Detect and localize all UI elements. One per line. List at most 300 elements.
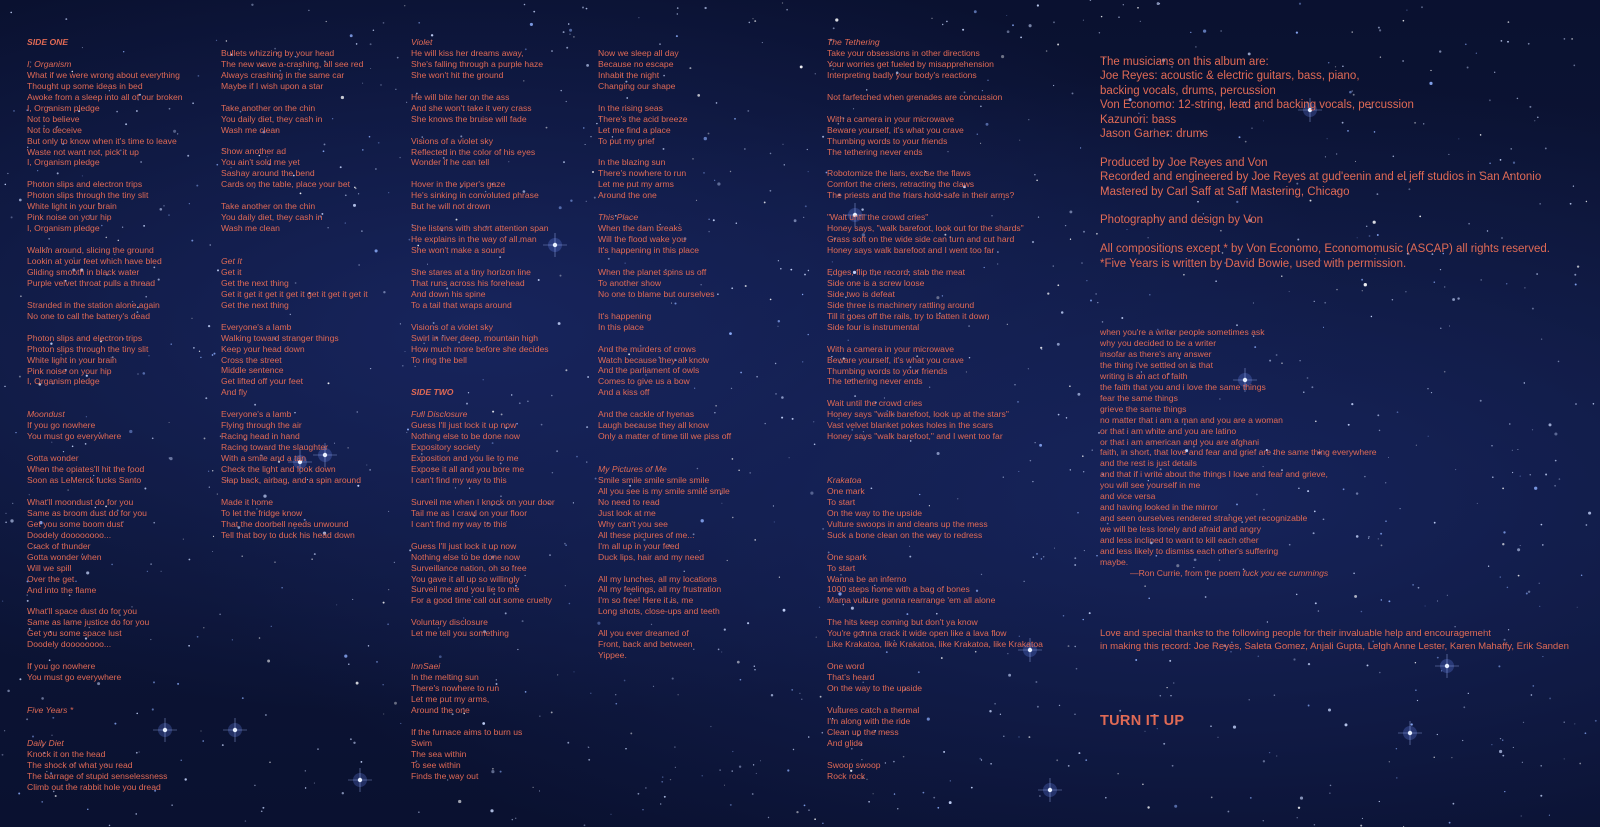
lyric-line (411, 639, 555, 650)
lyric-line: Surveil me and you lie to me (411, 584, 520, 595)
lyric-line: Vulture swoops in and cleans up the mess (827, 518, 988, 529)
song-title: Krakatoa (827, 474, 862, 485)
star (810, 492, 813, 495)
lyric-line: You're gonna crack it wide open like a lava flow (827, 628, 1007, 639)
star (736, 223, 737, 224)
lyric-line: Nothing else to be done now (411, 551, 520, 562)
star (1417, 700, 1418, 701)
star (756, 376, 758, 378)
star (1488, 566, 1489, 567)
lyric-line: Everyone's a lamb (221, 321, 292, 332)
lyric-line: Get you some space lust (27, 628, 122, 639)
star (675, 767, 676, 768)
star (1123, 4, 1124, 5)
lyric-line: Changing our shape (598, 80, 676, 91)
star (1314, 824, 1316, 826)
star (1396, 748, 1397, 749)
lyric-line: She's falling through a purple haze (411, 58, 544, 69)
star (397, 57, 399, 59)
lyric-line: Climb out the rabbit hole you dread (27, 781, 161, 792)
star (677, 13, 678, 14)
star (1046, 50, 1048, 52)
lyric-line: Visions of a violet sky (411, 135, 493, 146)
lyric-line: Guess I'll just lock it up now (411, 540, 517, 551)
lyric-line (221, 136, 368, 147)
lyric-line: I, Organism pledge (27, 223, 100, 234)
song-title: Get It (221, 255, 243, 266)
lyric-line: Duck lips, hair and my need (598, 551, 705, 562)
poem-line: faith, in short, that love and fear and grief are the same thing everywhere (1100, 447, 1377, 458)
lyric-line: And the parliament of owls (598, 365, 700, 376)
lyric-line: And glide (827, 737, 863, 748)
star (1227, 811, 1229, 813)
lyric-line: And she won't take it very crass (411, 102, 532, 113)
lyric-line (221, 234, 368, 245)
lyric-line: To let the fridge know (221, 507, 303, 518)
star (808, 736, 810, 738)
star (1308, 705, 1310, 707)
star (1406, 9, 1407, 10)
lyric-line: Waste not want not, pick it up (27, 146, 139, 157)
star (638, 793, 640, 795)
star (20, 295, 22, 297)
star (583, 127, 584, 128)
star (7, 690, 10, 693)
star (1559, 478, 1561, 480)
lyric-line: Crack of thunder (27, 540, 91, 551)
star (744, 148, 745, 149)
star (383, 22, 385, 24)
star (615, 694, 616, 695)
star (1440, 328, 1441, 329)
star (1215, 280, 1217, 282)
lyric-line: White light in your brain (27, 201, 117, 212)
lyric-line: Not to believe (27, 113, 80, 124)
star (1462, 740, 1463, 741)
lyric-line: There's nowhere to run (598, 168, 687, 179)
lyric-line: Will we spill (27, 562, 72, 573)
star (587, 376, 589, 378)
star (217, 494, 218, 495)
star (801, 699, 802, 700)
star (356, 682, 359, 685)
lyric-line: Side one is a screw loose (827, 277, 925, 288)
lyric-line: Side three is machinery rattling around (827, 299, 975, 310)
poem-line: you will see yourself in me (1100, 480, 1201, 491)
lyric-line: Racing toward the slaughter (221, 442, 329, 453)
star (1513, 747, 1514, 748)
star (1389, 761, 1390, 762)
star (1065, 225, 1066, 226)
star (732, 517, 733, 518)
lyric-line: One spark (827, 551, 867, 562)
star (1057, 284, 1059, 286)
star (1135, 659, 1137, 661)
lyric-line: Honey says walk barefoot and I went too far (827, 245, 995, 256)
star (1121, 317, 1123, 319)
star (1465, 43, 1467, 45)
star (1577, 265, 1579, 267)
star (1502, 543, 1504, 545)
lyric-line: He will kiss her dreams away, (411, 47, 524, 58)
star (394, 562, 395, 563)
star (1300, 797, 1303, 800)
star (1102, 321, 1104, 323)
star (1142, 783, 1144, 785)
lyric-line (27, 694, 183, 705)
lyric-line: Sashay around the bend (221, 168, 315, 179)
star (87, 809, 88, 810)
star (1437, 734, 1438, 735)
star (1502, 488, 1504, 490)
star (281, 587, 282, 588)
star (394, 702, 397, 705)
star (12, 503, 13, 504)
lyric-line (27, 387, 183, 398)
star (404, 5, 405, 6)
star (754, 539, 756, 541)
lyric-line (827, 157, 1043, 168)
star (1289, 291, 1290, 292)
lyric-line: Wait until the crowd cries (827, 398, 923, 409)
star (710, 726, 711, 727)
star (1500, 738, 1501, 739)
star (773, 505, 774, 506)
star (1439, 50, 1441, 52)
star (308, 10, 309, 11)
star (1444, 286, 1445, 287)
star (1416, 445, 1417, 446)
star (171, 804, 172, 805)
star (586, 462, 587, 463)
lyric-line: Edges, flip the record, stab the meat (827, 266, 966, 277)
lyrics-column-1 (27, 37, 183, 793)
star (749, 472, 751, 474)
star (232, 639, 233, 640)
lyric-line: Will the flood wake you (598, 234, 686, 245)
lyric-line: "Wait until the crowd cries" (827, 212, 929, 223)
song-title: Violet (411, 37, 433, 47)
star (814, 818, 816, 820)
star (1524, 382, 1525, 383)
star (265, 714, 267, 716)
star (1092, 450, 1093, 451)
star (624, 680, 626, 682)
star (1039, 795, 1041, 797)
star (800, 65, 803, 68)
star (1564, 758, 1565, 759)
lyric-line: Side four is instrumental (827, 321, 920, 332)
lyric-line (411, 650, 555, 661)
lyric-line: All you see is my smile smile smile (598, 485, 730, 496)
star (1381, 545, 1383, 547)
star (897, 808, 898, 809)
star (344, 655, 347, 658)
star (674, 746, 675, 747)
lyric-line: Honey says, "walk barefoot, look out for the shards" (827, 223, 1024, 234)
star (1163, 743, 1165, 745)
star (1512, 450, 1513, 451)
star (41, 801, 43, 803)
star (217, 269, 219, 271)
lyric-line (221, 245, 368, 256)
lyric-line: That runs across his forehead (411, 277, 525, 288)
lyric-line: Cross the street (221, 354, 282, 365)
lyric-line: And the cackle of hyenas (598, 409, 695, 420)
credit-line: All compositions except * by Von Economo, Economomusic (ASCAP) all rights reserved. (1100, 243, 1550, 256)
star (1361, 279, 1363, 281)
star (949, 801, 952, 804)
star (794, 219, 797, 222)
star (783, 609, 786, 612)
star (183, 539, 184, 540)
lyric-line: Wonder if he can tell (411, 157, 490, 168)
star (213, 536, 214, 537)
lyric-line: Beware yourself, it's what you crave (827, 354, 964, 365)
star (802, 294, 803, 295)
star (1276, 755, 1277, 756)
star (563, 31, 565, 33)
credit-line: Joe Reyes: acoustic & electric guitars, bass, piano, (1100, 70, 1360, 83)
lyric-line: Around the one (411, 704, 470, 715)
star (1082, 455, 1084, 457)
star (336, 604, 337, 605)
lyric-line: And the murders of crows (598, 343, 696, 354)
credit-line: Von Economo: 12-string, lead and backing vocals, percussion (1100, 99, 1414, 112)
credit-line: *Five Years is written by David Bowie, used with permission. (1100, 257, 1407, 270)
lyric-line (598, 453, 731, 464)
lyric-line: You must go everywhere (27, 431, 122, 442)
star (197, 636, 199, 638)
star (557, 674, 558, 675)
lyric-line: One word (827, 661, 865, 672)
lyric-line: Keep your head down (221, 343, 305, 354)
star (407, 429, 409, 431)
star (406, 432, 407, 433)
lyric-line: Side two is defeat (827, 288, 895, 299)
star (1077, 393, 1080, 396)
lyric-line: With a camera in your microwave (827, 343, 955, 354)
lyric-line: There's nowhere to run (411, 683, 500, 694)
lyric-line: When the dam breaks (598, 223, 683, 234)
lyric-line: Rock rock (827, 770, 866, 781)
lyric-line: Take your obsessions in other directions (827, 47, 980, 58)
star (754, 20, 756, 22)
star (5, 184, 7, 186)
star (1518, 575, 1520, 577)
credit-line: backing vocals, drums, percussion (1100, 84, 1276, 97)
lyric-line: Comes to give us a bow (598, 376, 690, 387)
star (10, 12, 12, 14)
poem-line: and the rest is just details (1100, 458, 1197, 469)
bright-star (223, 718, 247, 742)
lyric-line: Interpreting badly your body's reactions (827, 69, 977, 80)
lyric-line (27, 650, 183, 661)
star (1296, 31, 1298, 33)
star (1074, 646, 1075, 647)
star (1586, 201, 1587, 202)
lyric-line: Surveil me when I knock on your door (411, 496, 555, 507)
lyric-line: Comfort the criers, retracting the claws (827, 179, 975, 190)
bright-star (1038, 778, 1062, 802)
lyric-line: Why can't you see (598, 518, 668, 529)
star (595, 478, 597, 480)
star (1090, 300, 1092, 302)
star (55, 795, 57, 797)
star (261, 810, 263, 812)
star (770, 153, 772, 155)
star (1453, 803, 1455, 805)
star (1574, 723, 1575, 724)
lyric-line: Get it (221, 266, 242, 277)
star (1070, 469, 1071, 470)
lyric-line: Photon slips and electron trips (27, 179, 143, 190)
star (796, 811, 798, 813)
star (1263, 820, 1264, 821)
poem-line: and that if i write about the things I love and fear and grieve, (1100, 469, 1328, 480)
star (458, 800, 461, 803)
lyric-line: Middle sentence (221, 365, 284, 376)
lyric-line: It's happening (598, 310, 652, 321)
star (1585, 732, 1587, 734)
poem-line: when you're a writer people sometimes ask (1100, 327, 1265, 337)
star (361, 761, 363, 763)
lyric-line (598, 442, 731, 453)
lyric-line (827, 464, 1043, 475)
lyric-line: Cards on the table, place your bet (221, 179, 350, 190)
song-title: The Tethering (827, 37, 880, 47)
star (342, 792, 344, 794)
star (1299, 3, 1301, 5)
star (1160, 695, 1161, 696)
lyric-line: How much more before she decides (411, 343, 549, 354)
lyric-line: I'm all up in your feed (598, 540, 680, 551)
lyric-line: Flying through the air (221, 420, 302, 431)
lyric-line: To a tail that wraps around (411, 299, 512, 310)
star (1068, 765, 1070, 767)
lyric-line: The sea within (411, 748, 467, 759)
lyric-line: Smile smile smile smile smile (598, 474, 710, 485)
lyric-line (827, 201, 1043, 212)
lyric-line (827, 333, 1043, 344)
lyric-line (221, 311, 368, 322)
lyric-line: For a good time call out some cruelty (411, 595, 552, 606)
star (193, 347, 195, 349)
credit-line: Recorded and engineered by Joe Reyes at gud'eenin and el jeff studios in San Antonio (1100, 171, 1542, 184)
star (13, 110, 15, 112)
star (732, 751, 733, 752)
lyric-line: Purple velvet throat pulls a thread (27, 277, 156, 288)
star (191, 318, 192, 319)
song-title: Daily Diet (27, 737, 64, 748)
star (576, 456, 578, 458)
lyric-line: She listens with short attention span (411, 223, 549, 234)
star (747, 110, 749, 112)
lyric-line: Show another ad (221, 146, 286, 157)
star (1169, 660, 1171, 662)
lyric-line: Exposition and you lie to me (411, 453, 519, 464)
star (586, 64, 589, 67)
star (1530, 474, 1531, 475)
star (660, 803, 661, 804)
star (1090, 0, 1091, 1)
star (814, 444, 816, 446)
star (1491, 744, 1492, 745)
lyric-line (827, 453, 1043, 464)
star (267, 660, 270, 663)
star (1324, 302, 1326, 304)
star (1540, 765, 1542, 767)
lyric-line (27, 595, 183, 606)
star (388, 192, 389, 193)
star (775, 393, 777, 395)
star (1503, 531, 1505, 533)
star (753, 18, 754, 19)
star (1378, 538, 1379, 539)
star (1437, 657, 1439, 659)
star (835, 18, 838, 21)
lyric-line: That the doorbell needs unwound (221, 518, 349, 529)
star (1296, 594, 1298, 596)
lyric-line: Get the next thing (221, 299, 289, 310)
star (1144, 585, 1145, 586)
lyric-line: The tethering never ends (827, 146, 923, 157)
star (1554, 432, 1557, 435)
lyric-line (221, 398, 368, 409)
lyric-line: Suck a bone clean on the way to redress (827, 529, 983, 540)
star (1415, 690, 1416, 691)
star (782, 144, 783, 145)
star (630, 732, 632, 734)
star (1595, 720, 1597, 722)
star (808, 270, 809, 271)
star (1236, 324, 1238, 326)
lyric-line: Vultures catch a thermal (827, 704, 920, 715)
lyric-line (598, 300, 731, 311)
star (816, 637, 817, 638)
lyric-line: Get lifted off your feet (221, 376, 304, 387)
star (737, 661, 740, 664)
star (1174, 805, 1177, 808)
star (1101, 16, 1102, 17)
lyric-line: Like Krakatoa, like Krakatoa, like Krakatoa, like Krakatoa (827, 639, 1043, 650)
lyric-line: Awoke from a sleep into all of our broken (27, 91, 183, 102)
star (805, 205, 807, 207)
star (1542, 656, 1543, 657)
star (406, 102, 407, 103)
star (1381, 599, 1382, 600)
lyric-line: Clean up the mess (827, 726, 899, 737)
lyric-line: Always crashing in the same car (221, 69, 345, 80)
star (19, 199, 22, 202)
star (740, 679, 742, 681)
star (369, 136, 371, 138)
star (1507, 587, 1509, 589)
star (1586, 524, 1588, 526)
lyric-line (411, 486, 555, 497)
lyric-line: Lookin at your feet which have bled (27, 256, 162, 267)
star (212, 354, 214, 356)
lyric-line (411, 311, 555, 322)
star (570, 199, 572, 201)
lyric-line: Gotta wonder (27, 453, 79, 464)
lyric-line: Doodely doooooooo... (27, 529, 112, 540)
star (962, 29, 964, 31)
star (734, 118, 736, 120)
lyric-line (827, 749, 1043, 760)
star (533, 11, 535, 13)
lyric-line: What'll space dust do for you (27, 606, 138, 617)
